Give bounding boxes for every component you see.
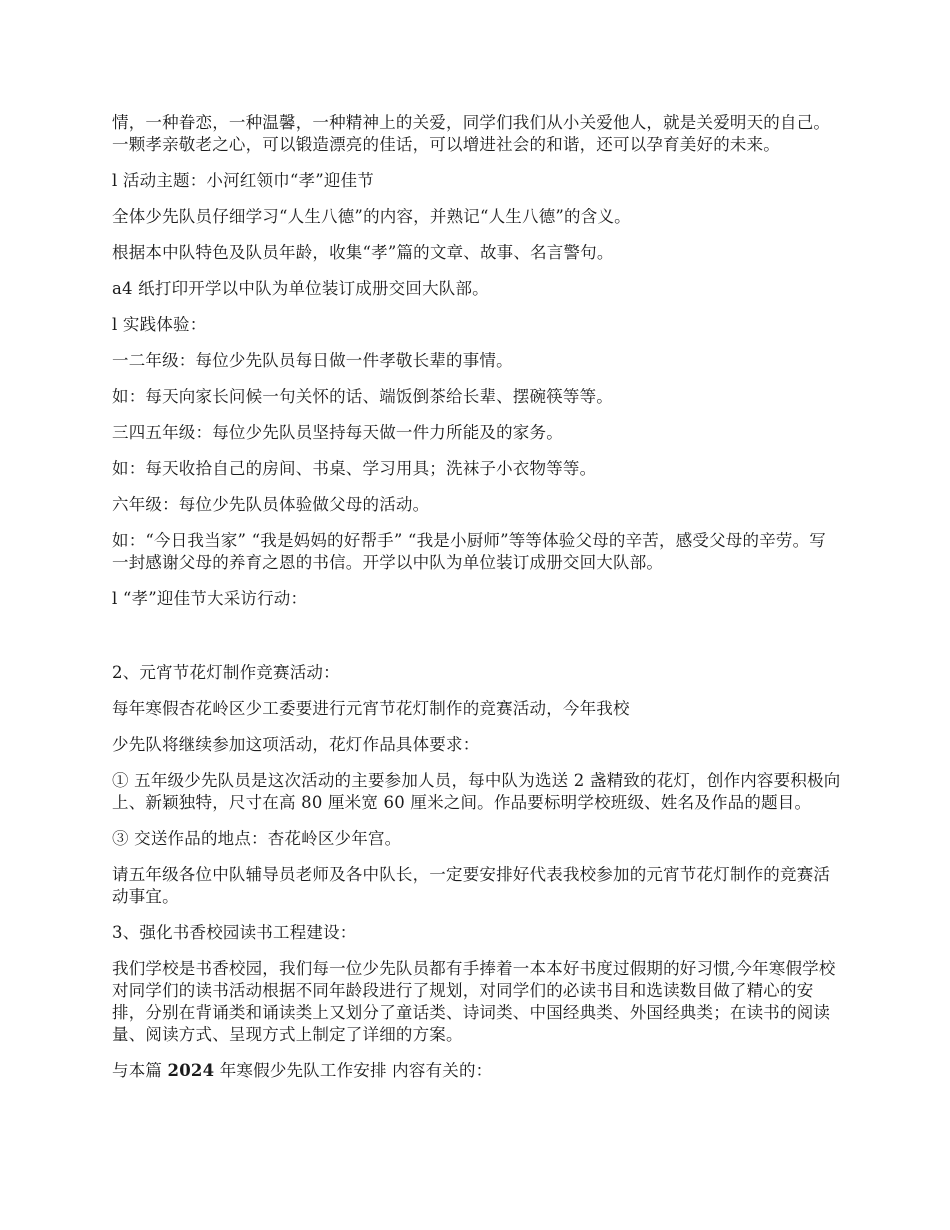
paragraph-study: 全体少先队员仔细学习“人生八德”的内容，并熟记“人生八德”的含义。 bbox=[112, 207, 631, 226]
footer-year: 2024 bbox=[167, 1061, 215, 1080]
paragraph-lantern-place: ③ 交送作品的地点：杏花岭区少年宫。 bbox=[112, 829, 402, 848]
paragraph-lantern-notice: 请五年级各位中队辅导员老师及各中队长，一定要安排好代表我校参加的元宵节花灯制作的竞赛活动事宜。 bbox=[112, 865, 831, 906]
paragraph-grade-1-2: 一二年级：每位少先队员每日做一件孝敬长辈的事情。 bbox=[112, 351, 513, 370]
paragraph-example-3: 如：“今日我当家” “我是妈妈的好帮手” “我是小厨师”等等体验父母的辛苦，感受父母的辛劳。写一封感谢父母的养育之恩的书信。开学以中队为单位装订成册交回大队部。 bbox=[112, 531, 827, 572]
paragraph-reading: 我们学校是书香校园，我们每一位少先队员都有手捧着一本本好书度过假期的好习惯,今年寒假学校对同学们的读书活动根据不同年龄段进行了规划，对同学们的必读书目和选读数目做了精心的安排，分别在背诵类和诵读类上又划分了童话类、诗词类、中国经典类、外国经典类；在读书的阅读量、阅读方式、呈现方式上制定了详细的方案。 bbox=[112, 959, 836, 1044]
paragraph-intro: 情，一种眷恋，一种温馨，一种精神上的关爱，同学们我们从小关爱他人，就是关爱明天的自己。一颗孝亲敬老之心，可以锻造漂亮的佳话，可以增进社会的和谐，还可以孕育美好的未来。 bbox=[112, 113, 831, 154]
footer-suffix: 年寒假少先队工作安排 内容有关的： bbox=[214, 1061, 493, 1080]
footer-prefix: 与本篇 bbox=[112, 1061, 168, 1080]
paragraph-example-2: 如：每天收拾自己的房间、书桌、学习用具；洗袜子小衣物等等。 bbox=[112, 459, 597, 478]
paragraph-lantern-1: 每年寒假杏花岭区少工委要进行元宵节花灯制作的竞赛活动，今年我校 bbox=[112, 699, 630, 718]
paragraph-lantern-2: 少先队将继续参加这项活动，花灯作品具体要求： bbox=[112, 735, 480, 754]
section-heading-lantern: 2、元宵节花灯制作竞赛活动： bbox=[112, 663, 340, 682]
paragraph-example-1: 如：每天向家长问候一句关怀的话、端饭倒茶给长辈、摆碗筷等等。 bbox=[112, 387, 613, 406]
paragraph-interview: l “孝”迎佳节大采访行动： bbox=[112, 589, 308, 608]
paragraph-grade-3-5: 三四五年级：每位少先队员坚持每天做一件力所能及的家务。 bbox=[112, 423, 563, 442]
footer-related bbox=[112, 1060, 842, 1082]
paragraph-print: a4 纸打印开学以中队为单位装订成册交回大队部。 bbox=[112, 279, 489, 298]
spacer bbox=[112, 624, 842, 662]
paragraph-grade-6: 六年级：每位少先队员体验做父母的活动。 bbox=[112, 495, 430, 514]
paragraph-practice: l 实践体验： bbox=[112, 315, 207, 334]
paragraph-lantern-req: ① 五年级少先队员是这次活动的主要参加人员，每中队为选送 2 盏精致的花灯，创作内容要积极向上、新颖独特，尺寸在高 80 厘米宽 60 厘米之间。作品要标明学校班级、姓名及作品的题目。 bbox=[112, 771, 841, 812]
paragraph-collect: 根据本中队特色及队员年龄，收集“孝”篇的文章、故事、名言警句。 bbox=[112, 243, 614, 262]
section-heading-reading: 3、强化书香校园读书工程建设： bbox=[112, 923, 357, 942]
document-body bbox=[112, 112, 842, 1096]
paragraph-theme: l 活动主题：小河红领巾“孝”迎佳节 bbox=[112, 171, 374, 190]
